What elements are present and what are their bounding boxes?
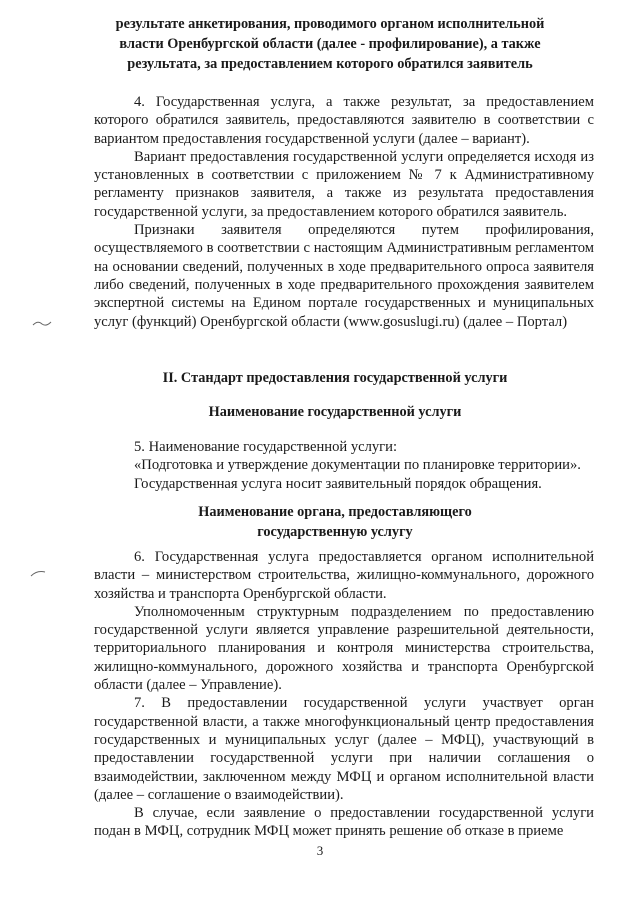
section-service-name: [94, 438, 594, 493]
paragraph: Уполномоченным структурным подразделением по предоставлению государственной услуги является управление разрешительной деятельности, территориального планирования и контроля министерства строительства, жилищно-коммунального, дорожного хозяйства и транспорта Оренбургской области (далее – Управление).: [94, 603, 594, 694]
paragraph: В случае, если заявление о предоставлении государственной услуги подан в МФЦ, сотрудник МФЦ может принять решение об отказе в приеме: [94, 805, 594, 840]
top-heading: результате анкетирования, проводимого органом исполнительной власти Оренбургской области (далее - профилирование), а также результата, за предоставлением которого обратился заявитель: [115, 16, 545, 72]
paragraph: 5. Наименование государственной услуги:: [134, 439, 398, 455]
paragraph: «Подготовка и утверждение документации по планировке территории».: [134, 457, 581, 474]
paragraph: 6. Государственная услуга предоставляется органом исполнительной власти – министерством строительства, жилищно-коммунального, дорожного хозяйства и транспорта Оренбургской области.: [94, 549, 594, 602]
section-organ: [94, 548, 594, 841]
page-number: 3: [316, 843, 324, 858]
paragraph: 4. Государственная услуга, а также результат, за предоставлением которого обратился заявитель, предоставляются заявителю в соответствии с вариантом предоставления государственной услуги (далее – вариант).: [94, 94, 594, 147]
margin-mark: [32, 318, 52, 328]
section-variants: [94, 93, 594, 331]
paragraph: Государственная услуга носит заявительный порядок обращения.: [134, 475, 542, 492]
paragraph: Вариант предоставления государственной услуги определяется исходя из установленных в соответствии с приложением № 7 к Административному регламенту признаков заявителя, а также из результата предоставления государственной услуги, за предоставлением которого обратился заявитель.: [94, 148, 594, 220]
subheading-organ: Наименование органа, предоставляющего государственную услугу: [198, 504, 472, 540]
margin-mark: [30, 568, 46, 578]
paragraph: 7. В предоставлении государственной услуги участвует орган государственной власти, а также многофункциональный центр предоставления государственных и муниципальных услуг (далее – МФЦ), участвующий в предоставлении государственной услуги при наличии соглашения о взаимодействии, заключенном между МФЦ и органом исполнительной власти (далее – соглашение о взаимодействии).: [94, 695, 594, 803]
subheading-service-name: Наименование государственной услуги: [208, 404, 462, 420]
paragraph: Признаки заявителя определяются путем профилирования, осуществляемого в соответствии с настоящим Административным регламентом на основании сведений, полученных в ходе предварительного опроса заявителя либо сведений, полученных в ходе предварительного прохождения заявителем экспертной системы на Едином портале государственных и муниципальных услуг (функций) Оренбургской области (www.gosuslugi.ru) (далее – Портал): [94, 222, 594, 330]
section-heading: II. Стандарт предоставления государственной услуги: [162, 370, 508, 386]
